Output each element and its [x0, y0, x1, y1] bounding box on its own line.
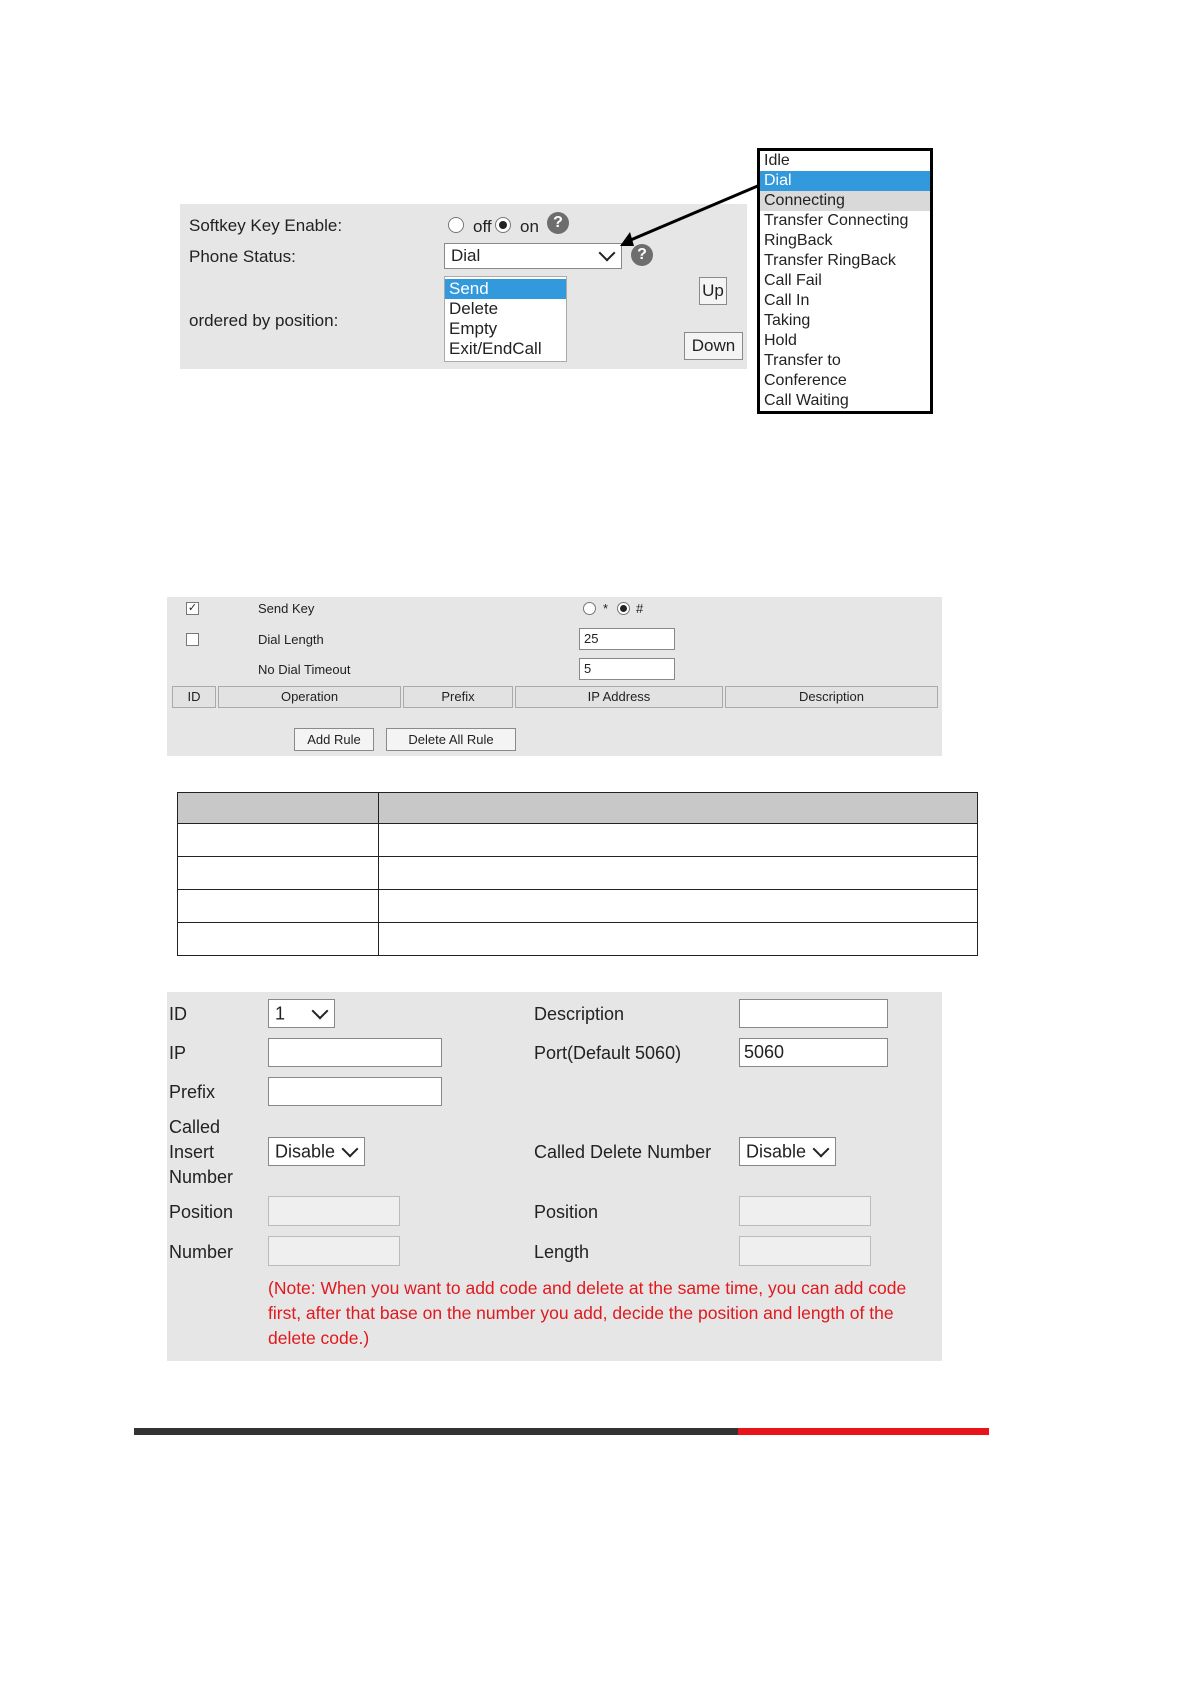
port-input[interactable]: 5060: [739, 1038, 888, 1067]
dropdown-option[interactable]: Taking: [764, 312, 811, 329]
delete-length-label: Length: [534, 1242, 590, 1262]
up-button[interactable]: Up: [699, 277, 727, 305]
dial-length-checkbox[interactable]: [186, 633, 199, 646]
send-key-hash-radio[interactable]: [617, 602, 630, 615]
list-item[interactable]: Send: [445, 279, 566, 299]
no-dial-timeout-input[interactable]: 5: [579, 658, 675, 680]
column-header-ip-address: IP Address: [515, 686, 723, 708]
called-insert-select[interactable]: [268, 1137, 365, 1166]
dropdown-option[interactable]: Call In: [764, 292, 810, 309]
delete-length-input: [739, 1236, 871, 1266]
dropdown-option[interactable]: Idle: [764, 152, 790, 169]
column-header-description: Description: [725, 686, 938, 708]
add-rule-button[interactable]: Add Rule: [294, 728, 374, 751]
called-insert-label-line1: Called: [169, 1117, 221, 1137]
dropdown-option[interactable]: Hold: [764, 332, 797, 349]
called-insert-value: Disable: [275, 1141, 336, 1161]
id-label: ID: [169, 1004, 187, 1024]
chevron-down-icon: [342, 1140, 359, 1157]
dropdown-option[interactable]: Call Fail: [764, 272, 822, 289]
pointer-arrow: [0, 0, 1191, 500]
list-item[interactable]: Empty: [449, 319, 498, 338]
delete-all-rule-button[interactable]: Delete All Rule: [386, 728, 516, 751]
column-header-id: ID: [172, 686, 216, 708]
help-icon[interactable]: ?: [631, 244, 653, 266]
table-row: [178, 857, 978, 890]
ip-label: IP: [169, 1043, 187, 1063]
note-text: (Note: When you want to add code and delete at the same time, you can add code first, after that base on the number you add, decide the position and length of the delete code.): [268, 1278, 907, 1348]
dropdown-option[interactable]: Transfer RingBack: [764, 252, 896, 269]
dial-length-input[interactable]: 25: [579, 628, 675, 650]
prefix-input[interactable]: [268, 1077, 442, 1106]
footer-bar-red: [738, 1428, 989, 1435]
softkey-off-label: off: [473, 217, 492, 236]
port-label: Port(Default 5060): [534, 1043, 682, 1063]
hash-label: #: [636, 601, 644, 616]
parameter-table: [177, 792, 978, 956]
phone-status-dropdown-list[interactable]: [757, 148, 933, 414]
help-icon[interactable]: ?: [547, 212, 569, 234]
chevron-down-icon: [813, 1140, 830, 1157]
list-item[interactable]: Exit/EndCall: [449, 339, 542, 358]
ordered-by-position-label: ordered by position:: [189, 311, 339, 330]
dropdown-option[interactable]: Conference: [764, 372, 847, 389]
called-insert-label-line3: Number: [169, 1167, 234, 1187]
down-button[interactable]: Down: [684, 332, 743, 360]
send-key-label: Send Key: [258, 601, 315, 616]
phone-status-label: Phone Status:: [189, 247, 296, 266]
table-row: [178, 824, 978, 857]
prefix-label: Prefix: [169, 1082, 216, 1102]
insert-number-input: [268, 1236, 400, 1266]
table-row: [178, 890, 978, 923]
dropdown-option[interactable]: RingBack: [764, 232, 833, 249]
dropdown-option[interactable]: Call Waiting: [764, 392, 849, 409]
dropdown-option[interactable]: Transfer Connecting: [764, 212, 909, 229]
chevron-down-icon: [312, 1002, 329, 1019]
softkey-on-label: on: [520, 217, 539, 236]
called-delete-value: Disable: [746, 1141, 807, 1161]
table-row: [178, 923, 978, 956]
column-header-prefix: Prefix: [403, 686, 513, 708]
footer-bar-dark: [134, 1428, 738, 1435]
send-key-checkbox[interactable]: ✓: [187, 602, 198, 614]
description-input[interactable]: [739, 999, 888, 1028]
delete-position-input: [739, 1196, 871, 1226]
insert-number-label: Number: [169, 1242, 234, 1262]
table-header-row: [178, 793, 978, 824]
phone-status-value: Dial: [451, 246, 481, 265]
insert-position-input: [268, 1196, 400, 1226]
delete-position-label: Position: [534, 1202, 599, 1222]
dropdown-option[interactable]: Dial: [760, 171, 930, 191]
ip-input[interactable]: [268, 1038, 442, 1067]
called-delete-select[interactable]: [739, 1137, 836, 1166]
called-delete-label: Called Delete Number: [534, 1142, 712, 1162]
list-item[interactable]: Delete: [449, 299, 499, 318]
softkey-enable-label: Softkey Key Enable:: [189, 216, 343, 235]
send-key-star-radio[interactable]: [583, 602, 596, 615]
id-select[interactable]: [268, 999, 335, 1028]
description-label: Description: [534, 1004, 625, 1024]
column-header-operation: Operation: [218, 686, 401, 708]
star-label: *: [603, 601, 609, 616]
insert-position-label: Position: [169, 1202, 234, 1222]
called-insert-label-line2: Insert: [169, 1142, 215, 1162]
dial-length-label: Dial Length: [258, 632, 324, 647]
dropdown-option[interactable]: Transfer to: [764, 352, 841, 369]
dropdown-option[interactable]: Connecting: [760, 191, 930, 211]
id-select-value: 1: [275, 1003, 286, 1023]
no-dial-timeout-label: No Dial Timeout: [258, 662, 351, 677]
